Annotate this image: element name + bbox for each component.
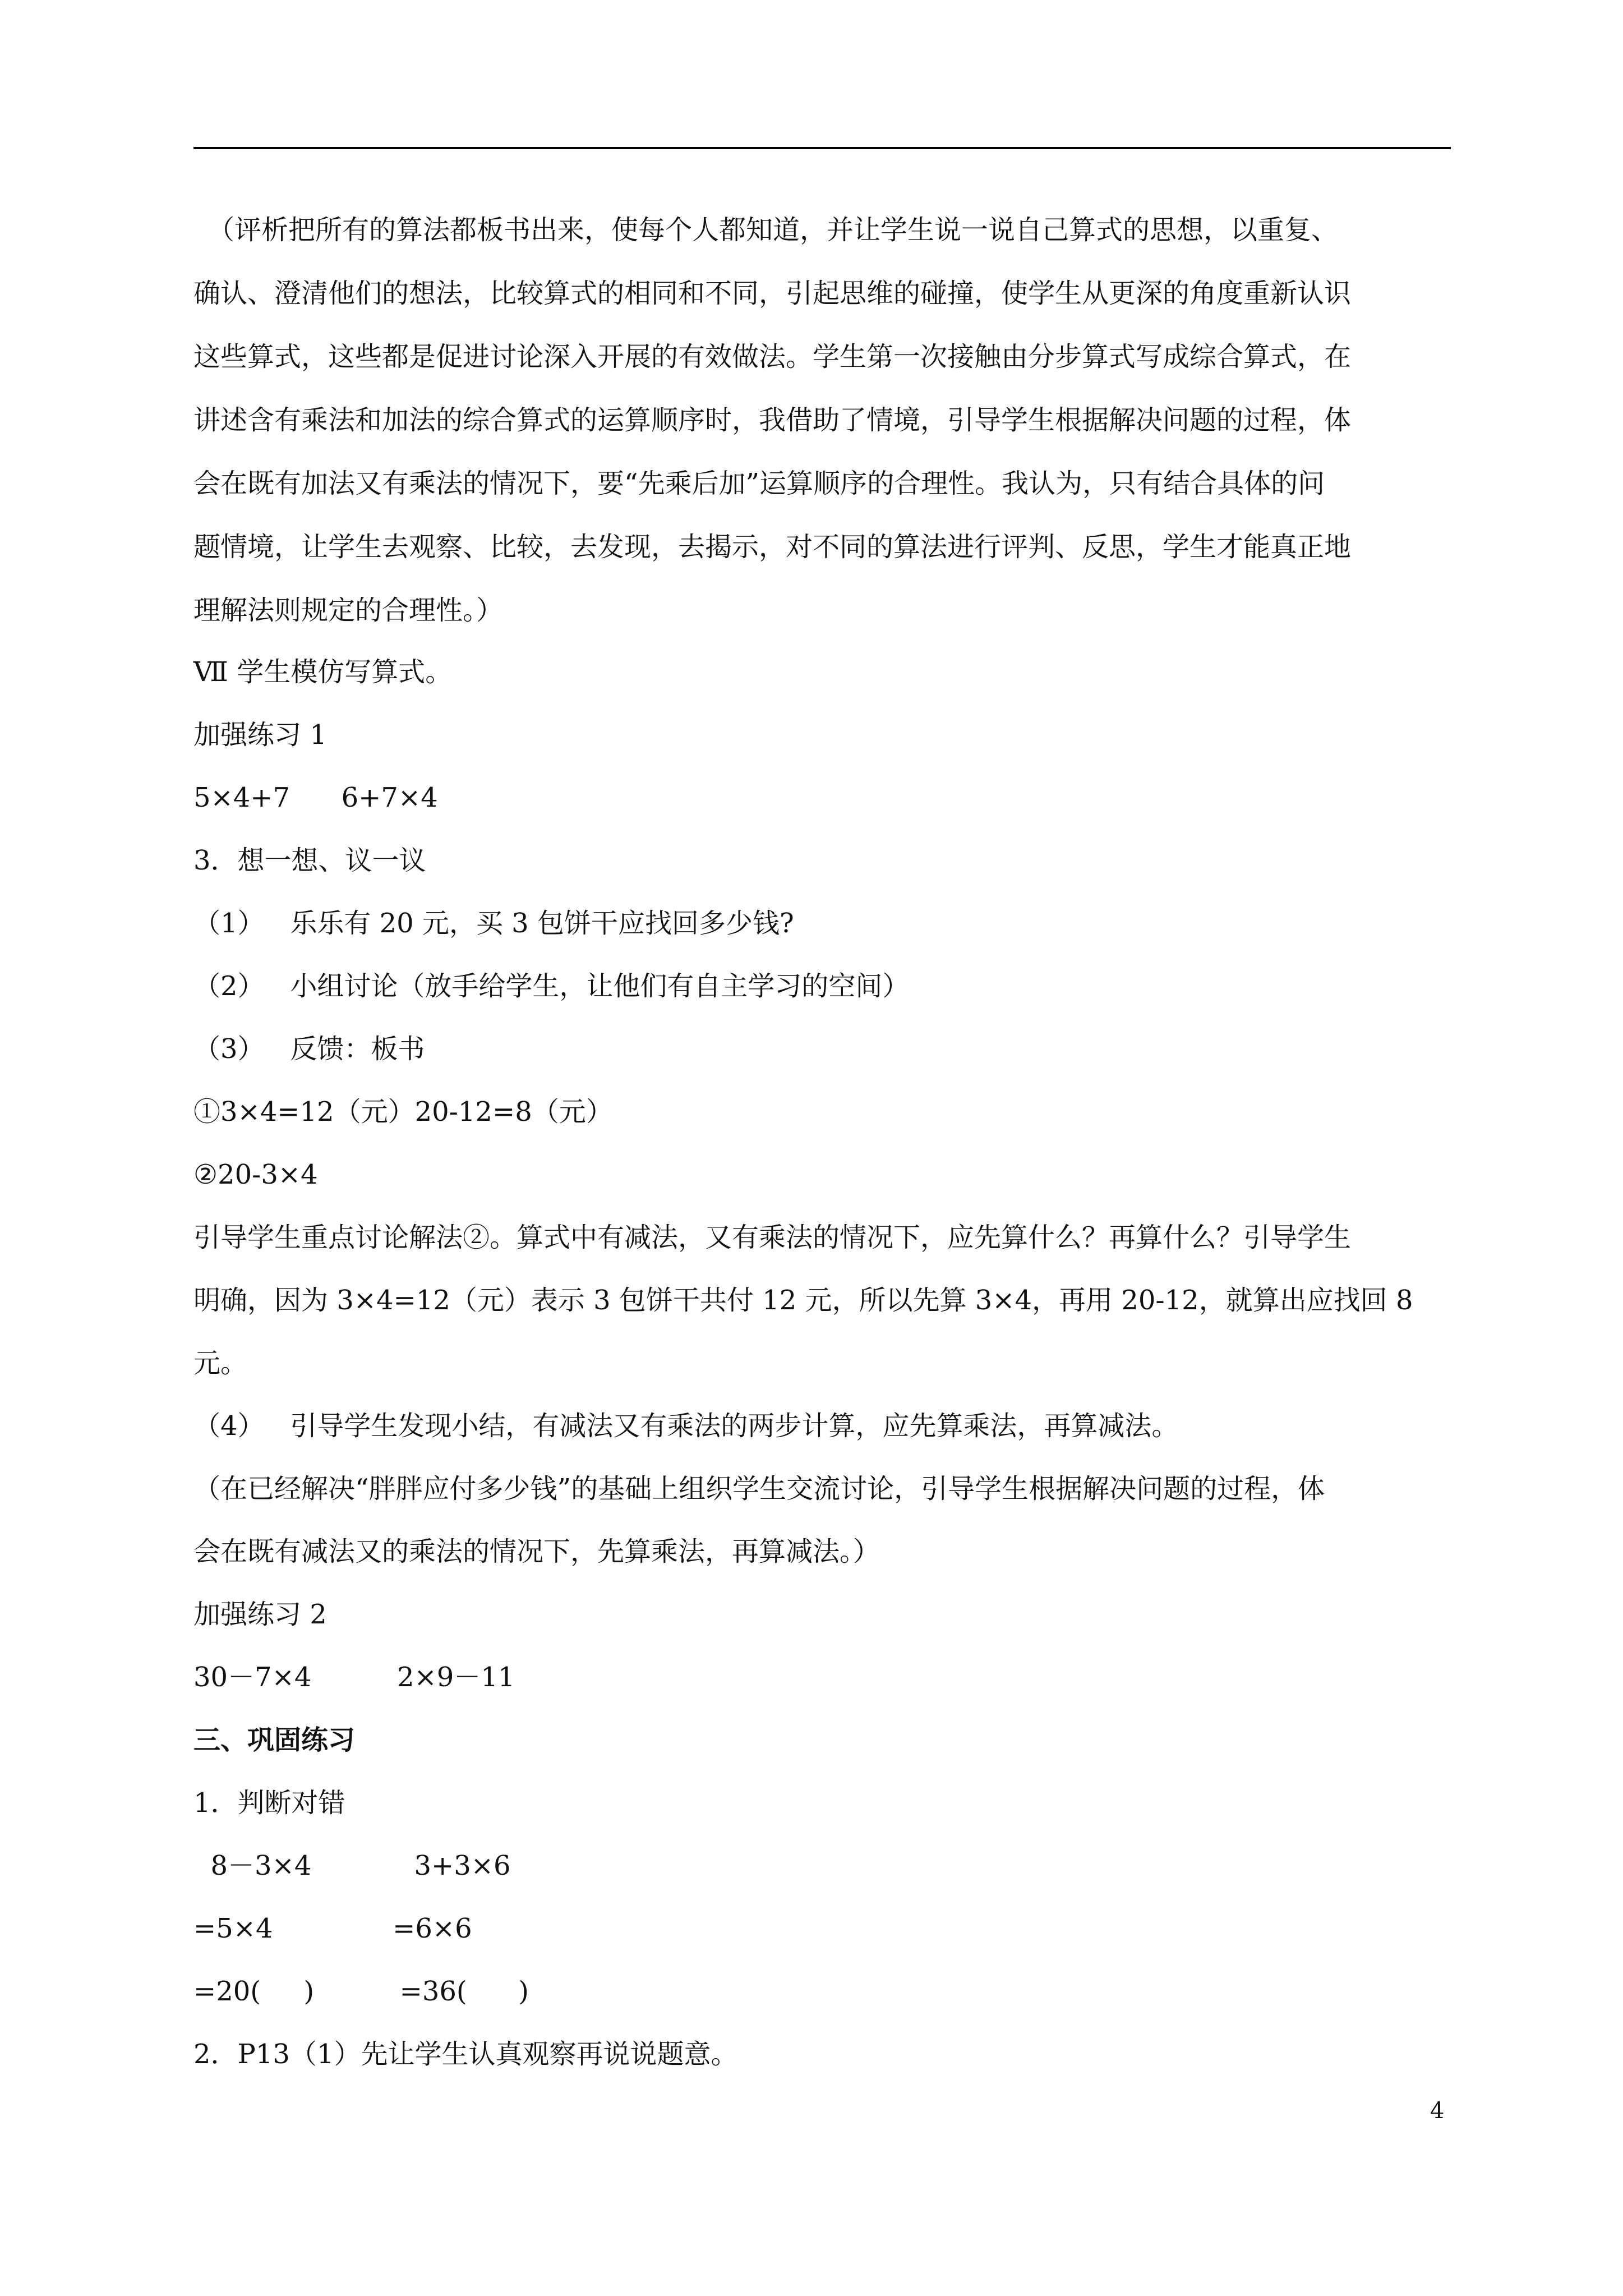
judge-row: =20( ) =36( )	[193, 1976, 529, 2007]
step-vii: Ⅶ 学生模仿写算式。	[193, 656, 453, 688]
commentary-2-line: 会在既有减法又的乘法的情况下，先算乘法，再算减法。）	[193, 1536, 880, 1567]
item-2: （2） 小组讨论（放手给学生，让他们有自主学习的空间）	[193, 970, 910, 1002]
exercise-2: 2．P13（1）先让学生认真观察再说说题意。	[193, 2039, 738, 2070]
commentary-line: 讲述含有乘法和加法的综合算式的运算顺序时，我借助了情境，引导学生根据解决问题的过程，体	[193, 404, 1352, 436]
commentary-line: 会在既有加法又有乘法的情况下，要“先乘后加”运算顺序的合理性。我认为，只有结合具体的问	[193, 468, 1325, 499]
guidance-line: 引导学生重点讨论解法②。算式中有减法，又有乘法的情况下，应先算什么？再算什么？引导学生	[193, 1222, 1352, 1253]
judge-title: 1．判断对错	[193, 1787, 345, 1819]
commentary-line: （评析把所有的算法都板书出来，使每个人都知道，并让学生说一说自己算式的思想，以重复、	[208, 214, 1339, 246]
section-heading: 三、巩固练习	[193, 1724, 356, 1756]
judge-row: 8－3×4 3+3×6	[193, 1850, 511, 1881]
commentary-2-line: （在已经解决“胖胖应付多少钱”的基础上组织学生交流讨论，引导学生根据解决问题的过程，体	[193, 1473, 1325, 1504]
item-3: （3） 反馈：板书	[193, 1033, 425, 1065]
commentary-line: 这些算式，这些都是促进讨论深入开展的有效做法。学生第一次接触由分步算式写成综合算式，在	[193, 341, 1352, 372]
item-4: （4） 引导学生发现小结，有减法又有乘法的两步计算，应先算乘法，再算减法。	[193, 1410, 1179, 1442]
guidance-line: 元。	[193, 1347, 248, 1379]
section-3-title: 3．想一想、议一议	[193, 845, 426, 876]
commentary-line: 理解法则规定的合理性。）	[193, 595, 504, 626]
solution-1: ①3×4=12（元）20-12=8（元）	[193, 1096, 613, 1128]
item-1: （1） 乐乐有 20 元，买 3 包饼干应找回多少钱?	[193, 908, 794, 939]
guidance-line: 明确，因为 3×4=12（元）表示 3 包饼干共付 12 元，所以先算 3×4，再用 20-12，就算出应找回 8	[193, 1285, 1413, 1316]
page-number: 4	[1430, 2098, 1445, 2124]
judge-row: =5×4 =6×6	[193, 1913, 472, 1944]
practice-1-items: 5×4+7 6+7×4	[193, 782, 438, 813]
header-rule	[193, 147, 1451, 149]
solution-2: ②20-3×4	[193, 1159, 318, 1190]
practice-2-items: 30－7×4 2×9－11	[193, 1662, 515, 1693]
commentary-line: 题情境，让学生去观察、比较，去发现，去揭示，对不同的算法进行评判、反思，学生才能真正地	[193, 531, 1352, 563]
commentary-line: 确认、澄清他们的想法，比较算式的相同和不同，引起思维的碰撞，使学生从更深的角度重新认识	[193, 278, 1352, 309]
practice-1-title: 加强练习 1	[193, 719, 327, 751]
practice-2-title: 加强练习 2	[193, 1599, 327, 1630]
